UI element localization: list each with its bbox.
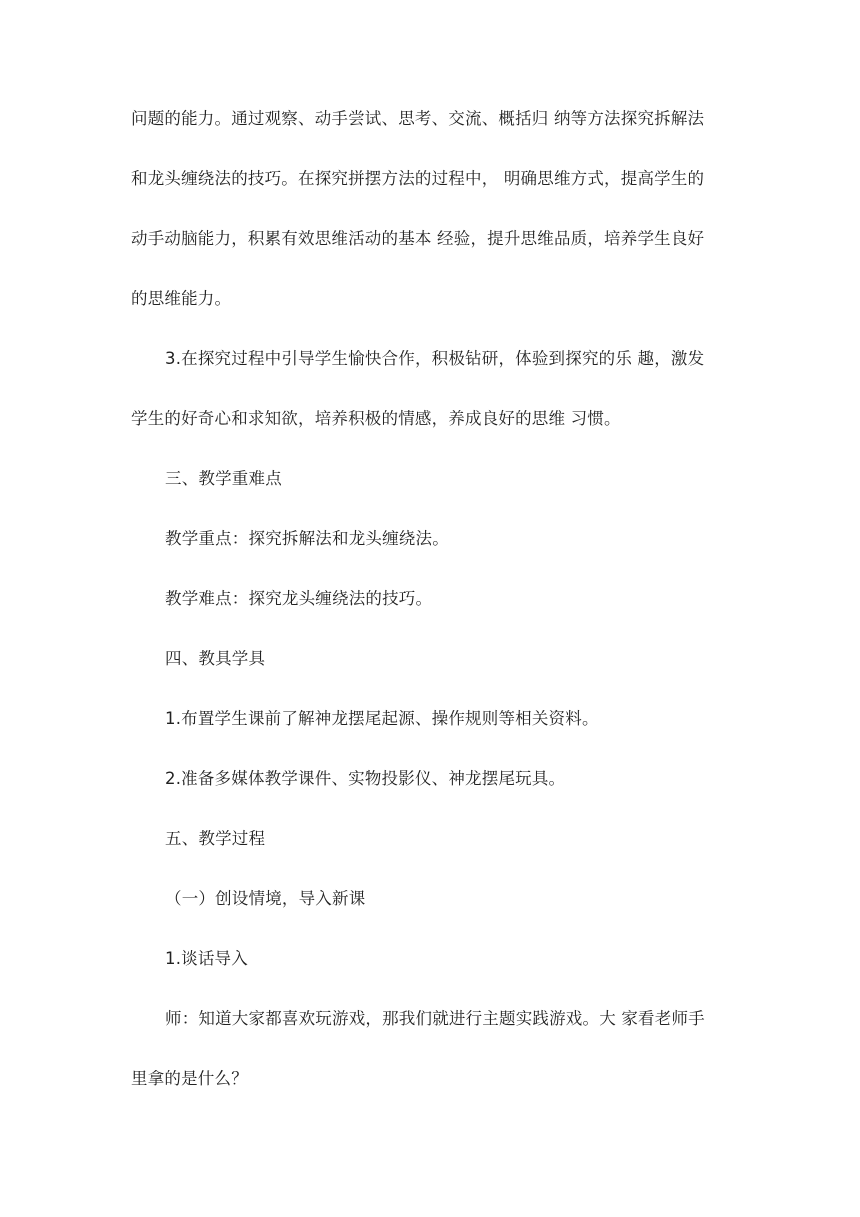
section-heading: 三、教学重难点 — [165, 469, 282, 488]
paragraph-line: 教学难点：探究龙头缠绕法的技巧。 — [165, 589, 433, 608]
paragraph-line: 里拿的是什么？ — [131, 1069, 248, 1088]
list-item: 1.布置学生课前了解神龙摆尾起源、操作规则等相关资料。 — [165, 709, 599, 728]
section-heading: 四、教具学具 — [165, 649, 266, 668]
paragraph-line: 3.在探究过程中引导学生愉快合作，积极钻研，体验到探究的乐 趣，激发 — [165, 349, 705, 368]
list-item: 1.谈话导入 — [165, 949, 248, 968]
subsection-heading: （一）创设情境，导入新课 — [165, 889, 366, 908]
paragraph-line: 学生的好奇心和求知欲，培养积极的情感，养成良好的思维 习惯。 — [131, 409, 621, 428]
paragraph-line: 的思维能力。 — [131, 289, 232, 308]
paragraph-line: 问题的能力。通过观察、动手尝试、思考、交流、概括归 纳等方法探究拆解法 — [131, 109, 705, 128]
paragraph-line: 动手动脑能力，积累有效思维活动的基本 经验，提升思维品质，培养学生良好 — [131, 229, 705, 248]
section-heading: 五、教学过程 — [165, 829, 266, 848]
paragraph-line: 师：知道大家都喜欢玩游戏，那我们就进行主题实践游戏。大 家看老师手 — [165, 1009, 705, 1028]
list-item: 2.准备多媒体教学课件、实物投影仪、神龙摆尾玩具。 — [165, 769, 566, 788]
paragraph-line: 教学重点：探究拆解法和龙头缠绕法。 — [165, 529, 449, 548]
paragraph-line: 和龙头缠绕法的技巧。在探究拼摆方法的过程中， 明确思维方式，提高学生的 — [131, 169, 705, 188]
